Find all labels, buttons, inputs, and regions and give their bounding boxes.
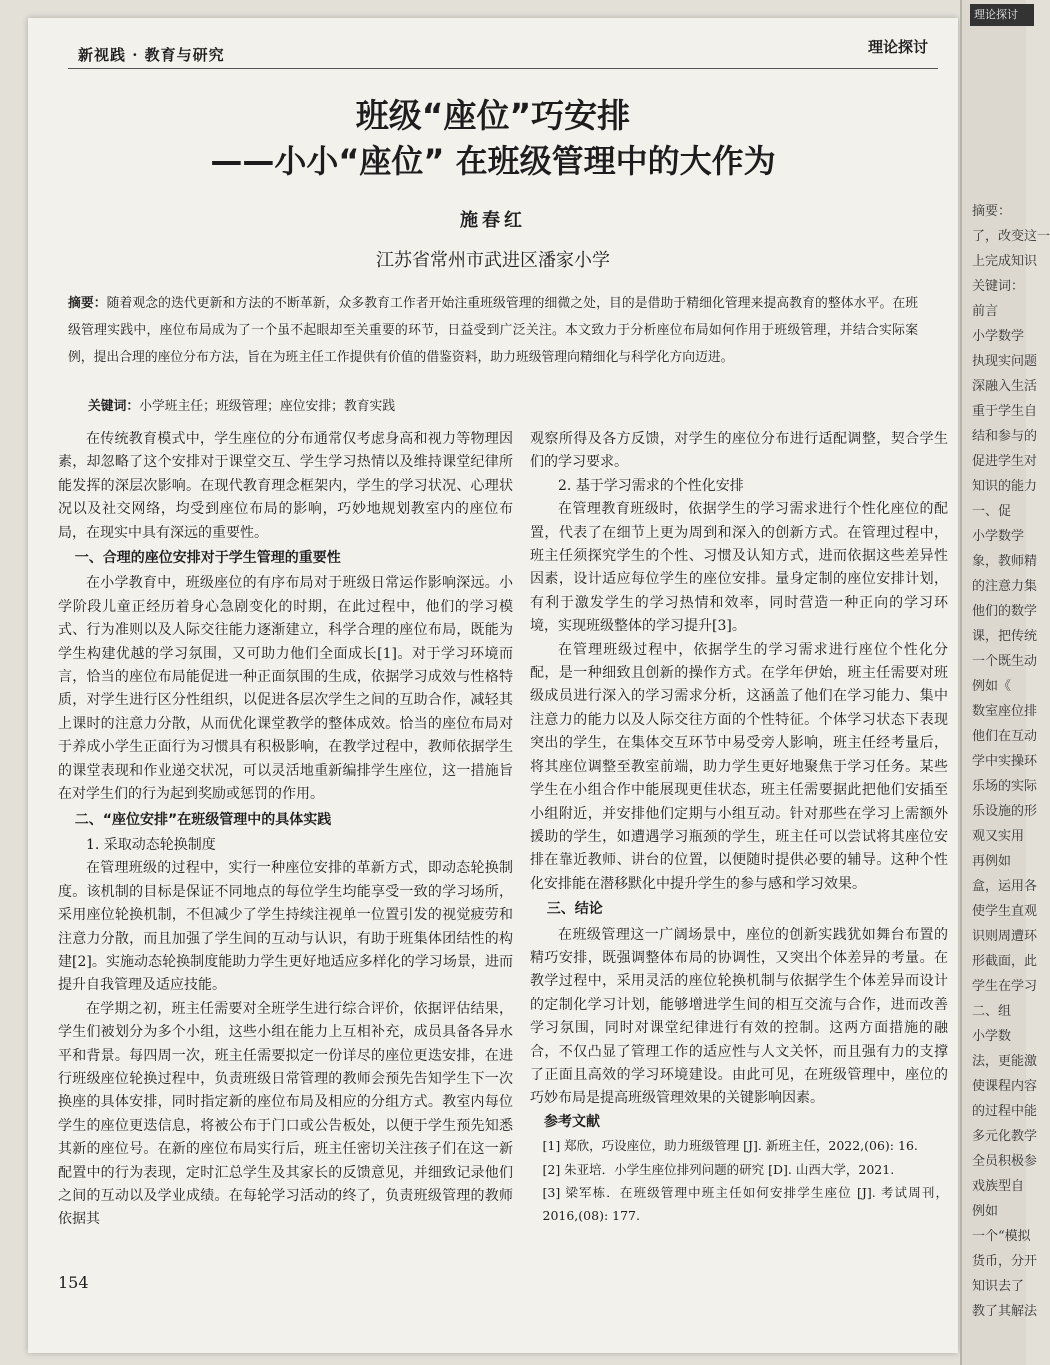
adjacent-page-line: 的过程中能	[972, 1104, 1038, 1119]
header-rule	[68, 68, 938, 69]
adjacent-page-line: 的注意力集	[972, 579, 1038, 594]
running-header-right: 理论探讨	[867, 38, 928, 56]
adjacent-page-line: 形截面，此	[972, 954, 1038, 969]
right-column	[530, 428, 948, 1228]
adjacent-page-line: 他们的数学	[972, 604, 1038, 619]
subsection-heading: 1. 采取动态轮换制度	[86, 836, 216, 853]
adjacent-page-line: 货币，分开	[972, 1254, 1038, 1269]
adjacent-page-line: 二、组	[972, 1004, 1012, 1019]
adjacent-page-line: 他们在互动	[972, 729, 1038, 744]
adjacent-page-line: 盒，运用各	[972, 879, 1038, 894]
adjacent-page-line: 再例如	[972, 854, 1012, 869]
adjacent-page-line: 法，更能激	[972, 1054, 1038, 1069]
adjacent-page-header: 理论探讨	[970, 4, 1034, 26]
article-subtitle: ——小小“座位” 在班级管理中的大作为	[210, 142, 776, 180]
adjacent-page-line: 象，教师精	[972, 554, 1038, 569]
adjacent-page-line: 促进学生对	[972, 454, 1038, 469]
body-paragraph: 在管理班级的过程中，实行一种座位安排的革新方式，即动态轮换制度。该机制的目标是保证不同地点的每位学生均能享受一致的学习场所，采用座位轮换机制，不但减少了学生持续注视单一位置引发的视觉疲劳和注意力分散，而且加强了学生间的互动与认识，有助于班集体团结性的构建[2]。实施动态轮换制度能助力学生更好地适应多样化的学习场景，进而提升自我管理及适应技能。	[58, 860, 513, 994]
adjacent-page-line: 例如	[972, 1204, 999, 1219]
adjacent-page-line: 上完成知识	[972, 254, 1038, 269]
adjacent-page-line: 知识的能力	[972, 479, 1038, 494]
keywords	[88, 395, 395, 414]
adjacent-page-line: 摘要：	[972, 204, 1012, 219]
adjacent-page-line: 小学数学	[972, 329, 1025, 344]
page-number: 154	[58, 1273, 89, 1292]
adjacent-page-line: 学中实操环	[972, 754, 1038, 769]
abstract-text: 随着观念的迭代更新和方法的不断革新，众多教育工作者开始注重班级管理的细微之处，目的是借助于精细化管理来提高教育的整体水平。在班级管理实践中，座位布局成为了一个虽不起眼却至关重要的环节，日益受到广泛关注。本文致力于分析座位布局如何作用于班级管理，并结合实际案例，提出合理的座位分布方法，旨在为班主任工作提供有价值的借鉴资料，助力班级管理向精细化与科学化方向迈进。	[68, 296, 919, 365]
article-title: 班级“座位”巧安排	[355, 96, 631, 135]
references-heading: 参考文献	[544, 1113, 600, 1130]
adjacent-page-line: 使学生直观	[972, 904, 1038, 919]
adjacent-page-line: 一个“模拟	[972, 1229, 1031, 1244]
keywords-label: 关键词：	[88, 399, 140, 414]
author-affiliation: 江苏省常州市武进区潘家小学	[376, 250, 610, 271]
body-paragraph: 在学期之初，班主任需要对全班学生进行综合评价，依据评估结果，学生们被划分为多个小组，这些小组在能力上互相补充，成员具备各异水平和背景。每四周一次，班主任需要拟定一份详尽的座位更迭安排，在进行班级座位轮换过程中，负责班级日常管理的教师会预先告知学生下一次换座的具体安排，同时指定新的座位布局及相应的分组方式。教室内每位学生的座位更迭信息，将被公布于门口或公告板处，以便于学生预先知悉其新的座位号。在新的座位布局实行后，班主任密切关注孩子们在这一新配置中的行为表现，定时汇总学生及其家长的反馈意见，并细致记录他们之间的互动以及学业成绩。在每轮学习活动的终了，负责班级管理的教师依据其	[58, 1000, 513, 1228]
adjacent-page-line: 结和参与的	[972, 429, 1038, 444]
abstract-label: 摘要：	[68, 296, 107, 311]
adjacent-page-line: 了，改变这一	[972, 229, 1050, 244]
adjacent-page-line: 小学数	[972, 1029, 1012, 1044]
reference-item: [2] 朱亚培．小学生座位排列问题的研究 [D]. 山西大学，2021.	[542, 1161, 895, 1177]
adjacent-page-line: 全员积极参	[972, 1154, 1038, 1169]
adjacent-page-edge	[960, 0, 1050, 1365]
adjacent-page-line: 观又实用	[972, 829, 1025, 844]
journal-page	[28, 18, 958, 1353]
adjacent-page-line: 教了其解法	[972, 1304, 1038, 1319]
body-paragraph: 在管理班级过程中，依据学生的学习需求进行座位个性化分配，是一种细致且创新的操作方式。在学年伊始，班主任需要对班级成员进行深入的学习需求分析，这涵盖了他们在学习能力、集中注意力的能力以及人际交往方面的个性特征。个体学习状态下表现突出的学生，在集体交互环节中易受旁人影响，班主任经考量后，将其座位调整至教室前端，助力学生更好地聚焦于学习任务。某些学生在小组合作中能展现更佳状态，班主任需要据此把他们安插至小组附近，并安排他们定期与小组互动。针对那些在学习上需额外援助的学生，如遭遇学习瓶颈的学生，班主任可以尝试将其座位安排在靠近教师、讲台的位置，以便随时提供必要的辅导。这种个性化安排能在潜移默化中提升学生的参与感和学习效果。	[530, 641, 948, 892]
reference-item: [3] 梁军栋．在班级管理中班主任如何安排学生座位 [J]. 考试周刊，2016,(08): 177.	[542, 1185, 948, 1224]
running-header-left: 新视践 · 教育与研究	[78, 46, 225, 64]
body-paragraph: 在班级管理这一广阔场景中，座位的创新实践犹如舞台布置的精巧安排，既强调整体布局的协调性，又突出个体差异的考量。在教学过程中，采用灵活的座位轮换机制与依据学生个体差异而设计的定制化学习计划，能够增进学生间的相互交流与合作，进而改善学习氛围，同时对课堂纪律进行有效的控制。这两方面措施的融合，不仅凸显了管理工作的适应性与人文关怀，而且强有力的支撑了正面且高效的学习环境建设。由此可见，在班级管理中，座位的巧妙布局是提高班级管理效果的关键影响因素。	[530, 926, 948, 1107]
adjacent-page-line: 乐场的实际	[972, 779, 1038, 794]
adjacent-page-line: 识则周遭环	[972, 929, 1038, 944]
adjacent-page-line: 一、促	[972, 504, 1012, 519]
adjacent-page-line: 多元化教学	[972, 1129, 1038, 1144]
adjacent-page-line: 学生在学习	[972, 979, 1038, 994]
subsection-heading: 2. 基于学习需求的个性化安排	[558, 477, 744, 494]
adjacent-page-line: 乐设施的形	[972, 804, 1038, 819]
adjacent-page-line: 深融入生活	[972, 379, 1038, 394]
section-heading: 一、合理的座位安排对于学生管理的重要性	[74, 550, 341, 567]
section-heading: 二、“座位安排”在班级管理中的具体实践	[74, 811, 332, 828]
keywords-text: 小学班主任；班级管理；座位安排；教育实践	[139, 399, 396, 414]
body-paragraph: 在小学教育中，班级座位的有序布局对于班级日常运作影响深远。小学阶段儿童正经历着身心急剧变化的时期，在此过程中，他们的学习模式、行为准则以及人际交往能力逐渐建立，科学合理的座位布局，既能为学生构建优越的学习氛围，又可助力他们全面成长[1]。对于学习环境而言，恰当的座位布局能促进一种正面氛围的生成，依据学习成效与性格特质，对学生进行区分性组织，以促进各层次学生之间的互助合作，减轻其上课时的注意力分散，从而优化课堂教学的整体成效。恰当的座位布局对于养成小学生正面行为习惯具有积极影响，在教学过程中，教师依据学生的课堂表现和作业递交状况，可以灵活地重新编排学生座位，这一措施旨在对学生们的行为起到奖励或惩罚的作用。	[58, 575, 513, 803]
adjacent-page-line: 使课程内容	[972, 1079, 1038, 1094]
abstract	[68, 290, 918, 371]
adjacent-page-line: 例如《	[972, 679, 1012, 694]
reference-item: [1] 郑欣，巧设座位，助力班级管理 [J]. 新班主任，2022,(06): 16.	[542, 1138, 918, 1154]
adjacent-page-line: 一个既生动	[972, 654, 1038, 669]
body-paragraph: 观察所得及各方反馈，对学生的座位分布进行适配调整，契合学生们的学习要求。	[530, 431, 948, 471]
section-heading: 三、结论	[546, 901, 603, 918]
adjacent-page-line: 课，把传统	[972, 629, 1038, 644]
author-name: 施春红	[460, 210, 526, 231]
body-paragraph: 在管理教育班级时，依据学生的学习需求进行个性化座位的配置，代表了在细节上更为周到和深入的创新方式。在管理过程中，班主任须探究学生的个性、习惯及认知方式，进而依据这些差异性因素，设计适应每位学生的座位安排。量身定制的座位安排计划，有利于激发学生的学习热情和效率，同时营造一种正向的学习环境，实现班级整体的学习提升[3]。	[530, 501, 948, 635]
adjacent-page-line: 知识去了	[972, 1279, 1025, 1294]
adjacent-page-line: 小学数学	[972, 529, 1025, 544]
body-paragraph: 在传统教育模式中，学生座位的分布通常仅考虑身高和视力等物理因素，却忽略了这个安排对于课堂交互、学生学习热情以及维持课堂纪律所能发挥的深层次影响。在现代教育理念框架内，学生的学习状况、心理状况以及社交网络，均受到座位布局的影响，巧妙地规划教室内的座位布局，在现实中具有深远的重要性。	[58, 431, 513, 541]
adjacent-page-line: 重于学生自	[972, 404, 1038, 419]
adjacent-page-line: 前言	[972, 304, 999, 319]
adjacent-page-line: 戏族型自	[972, 1179, 1025, 1194]
adjacent-page-line: 关键词：	[972, 279, 1025, 294]
left-column	[58, 428, 513, 1232]
adjacent-page-line: 执现实问题	[972, 354, 1038, 369]
adjacent-page-line: 数室座位排	[972, 704, 1038, 719]
